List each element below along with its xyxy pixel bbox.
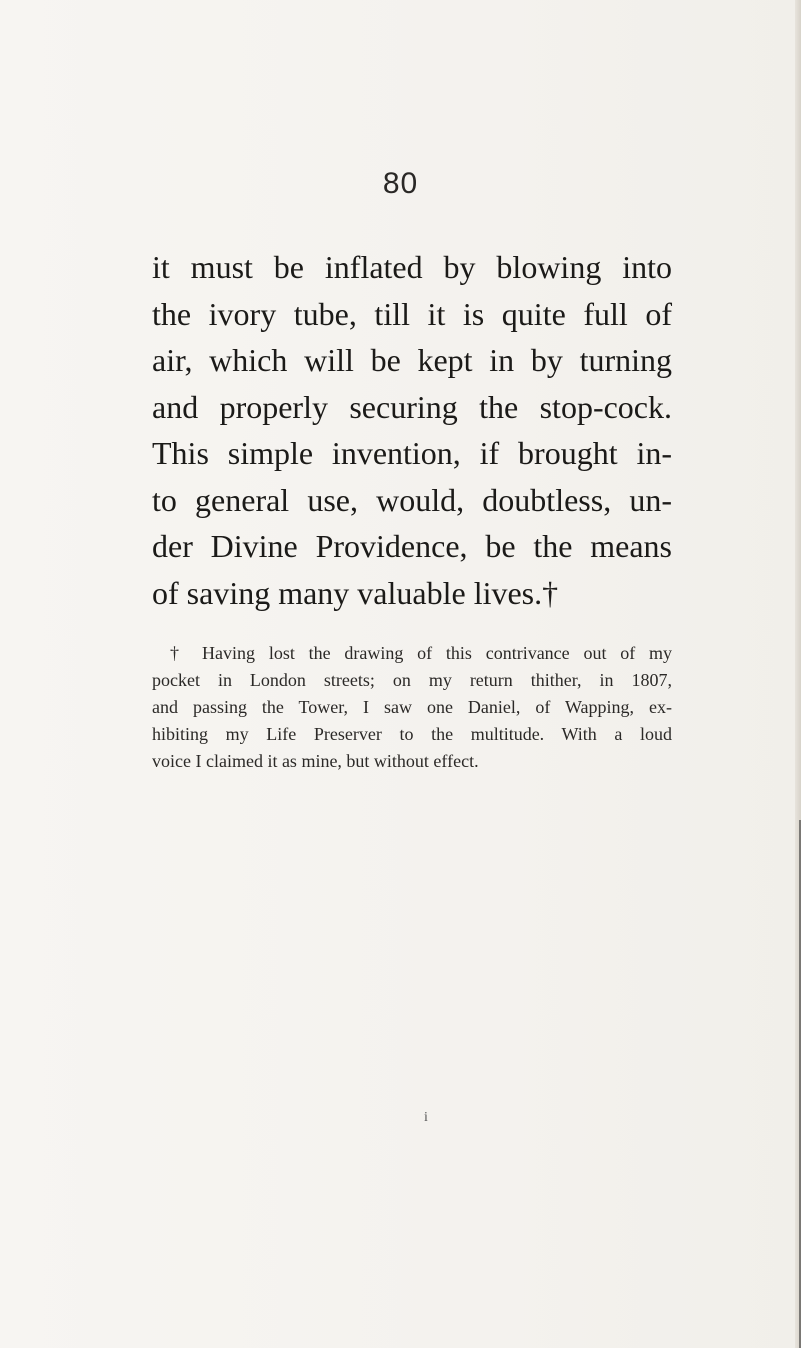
paragraph-line: der Divine Providence, be the means xyxy=(152,528,672,564)
paragraph-line: of saving many valuable lives.† xyxy=(152,574,559,611)
paragraph-line: and properly securing the stop-cock. xyxy=(152,388,672,425)
footnote-line: hibiting my Life Preserver to the multitude. With a loud xyxy=(152,724,672,744)
footnote xyxy=(152,640,672,775)
paragraph-line: air, which will be kept in by turning xyxy=(152,342,672,378)
paragraph-line: This simple invention, if brought in- xyxy=(152,435,672,471)
paragraph-line: the ivory tube, till it is quite full of xyxy=(152,295,672,332)
paragraph-line: it must be inflated by blowing into xyxy=(152,249,672,285)
paragraph-line: to general use, would, doubtless, un- xyxy=(152,481,672,518)
footnote-line: and passing the Tower, I saw one Daniel, of Wapping, ex- xyxy=(152,697,672,717)
footnote-line: voice I claimed it as mine, but without effect. xyxy=(152,751,479,771)
stray-mark: i xyxy=(424,1110,428,1125)
footnote-line: pocket in London streets; on my return thither, in 1807, xyxy=(152,670,672,690)
footnote-line: † Having lost the drawing of this contrivance out of my xyxy=(170,643,672,663)
page-number: 80 xyxy=(382,167,419,200)
main-paragraph xyxy=(152,244,672,616)
